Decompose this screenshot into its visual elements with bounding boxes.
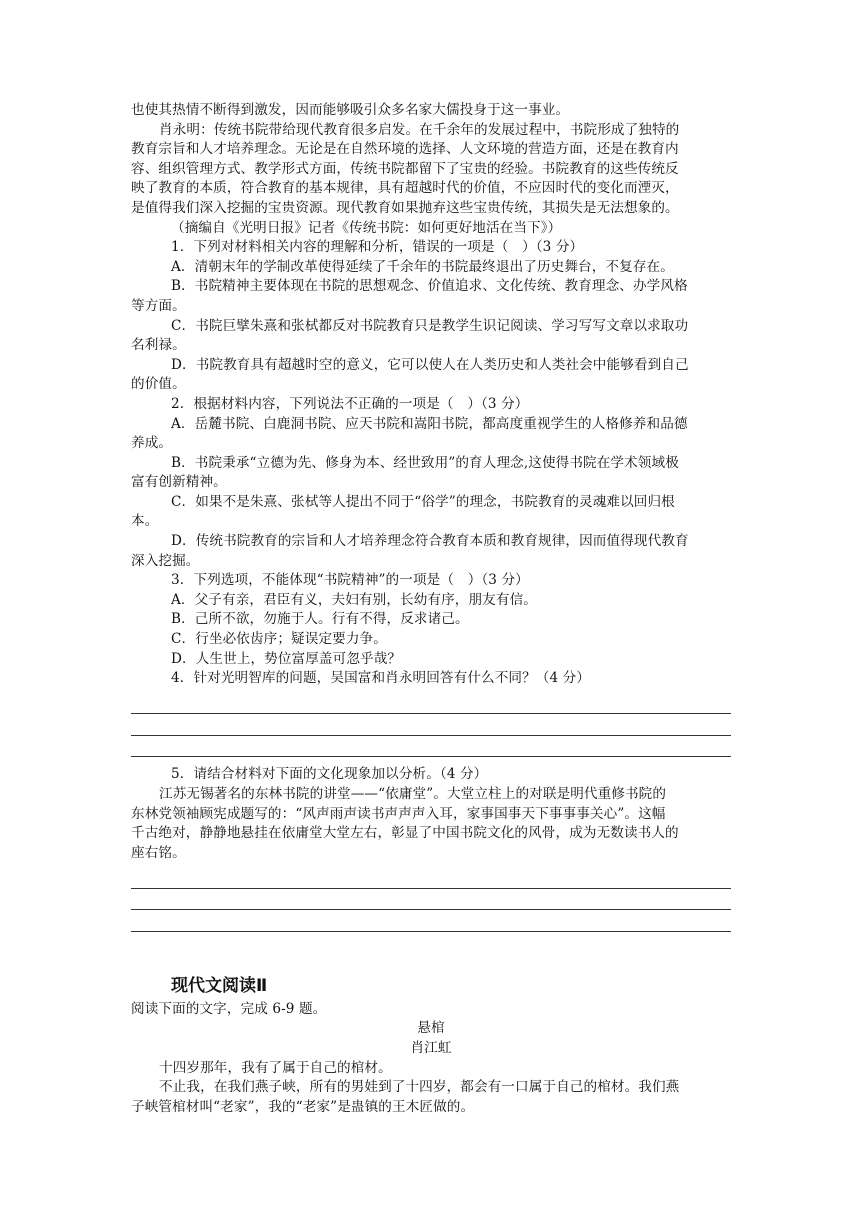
passage-line: 是值得我们深入挖掘的宝贵资源。现代教育如果抛弃这些宝贵传统，其损失是无法想象的。 xyxy=(131,199,679,216)
option-b: B．己所不欲，勿施于人。行有不得，反求诸己。 xyxy=(171,611,469,628)
option-c: C．书院巨擘朱熹和张栻都反对书院教育只是教学生识记阅读、学习写写文章以求取功 xyxy=(171,317,689,334)
story-paragraph: 十四岁那年，我有了属于自己的棺材。 xyxy=(159,1059,392,1076)
option-c-cont: 本。 xyxy=(131,513,159,530)
section-title: 现代文阅读Ⅱ xyxy=(171,975,268,996)
question-3 xyxy=(131,571,731,669)
question-stem: 5．请结合材料对下面的文化现象加以分析。（4 分） xyxy=(171,766,488,783)
question-stem: 3．下列选项，不能体现“书院精神”的一项是（ ）（3 分） xyxy=(171,572,529,589)
question-2 xyxy=(131,395,731,571)
answer-area[interactable] xyxy=(131,867,731,932)
passage-continuation xyxy=(131,101,731,238)
passage-line: 肖永明：传统书院带给现代教育很多启发。在千余年的发展过程中，书院形成了独特的 xyxy=(159,121,680,138)
story-author: 肖江虹 xyxy=(410,1039,452,1056)
question-4 xyxy=(131,669,731,757)
option-b-cont: 富有创新精神。 xyxy=(131,474,227,491)
option-b: B．书院精神主要体现在书院的思想观念、价值追求、文化传统、教育理念、办学风格 xyxy=(171,278,688,295)
question-stem: 4．针对光明智库的问题，吴国富和肖永明回答有什么不同？（4 分） xyxy=(171,670,591,687)
option-a: A．清朝末年的学制改革使得延续了千余年的书院最终退出了历史舞台，不复存在。 xyxy=(171,258,674,275)
passage-line: 也使其热情不断得到激发，因而能够吸引众多名家大儒投身于这一事业。 xyxy=(131,102,570,118)
section-2 xyxy=(131,974,731,1118)
question-1 xyxy=(131,238,731,395)
option-c: C．如果不是朱熹、张栻等人提出不同于“俗学”的理念，书院教育的灵魂难以回归根 xyxy=(171,493,675,510)
story-title: 悬棺 xyxy=(417,1020,445,1037)
option-b: B．书院秉承“立德为先、修身为本、经世致用”的育人理念,这使得书院在学术领域极 xyxy=(171,454,679,471)
material-line: 江苏无锡著名的东林书院的讲堂——“依庸堂”。大堂立柱上的对联是明代重修书院的 xyxy=(159,785,667,802)
option-d: D．传统书院教育的宗旨和人才培养理念符合教育本质和教育规律，因而值得现代教育 xyxy=(171,533,689,550)
question-5 xyxy=(131,765,731,931)
answer-line xyxy=(131,714,731,736)
passage-line: 映了教育的本质，符合教育的基本规律，具有超越时代的价值，不应因时代的变化而湮灭， xyxy=(131,180,679,197)
option-d: D．人生世上，势位富厚盖可忽乎哉？ xyxy=(171,650,402,667)
passage-line: 容、组织管理方式、教学形式方面，传统书院都留下了宝贵的经验。书院教育的这些传统反 xyxy=(131,160,679,177)
source-note: （摘编自《光明日报》记者《传统书院：如何更好地活在当下》） xyxy=(171,219,562,236)
reading-instruction: 阅读下面的文字，完成 6-9 题。 xyxy=(131,1000,327,1017)
question-stem: 2．根据材料内容，下列说法不正确的一项是（ ）（3 分） xyxy=(171,395,529,412)
option-a: A．岳麓书院、白鹿洞书院、应天书院和嵩阳书院，都高度重视学生的人格修养和品德 xyxy=(171,415,688,432)
option-a-cont: 养成。 xyxy=(131,435,173,452)
option-d-cont: 的价值。 xyxy=(131,376,186,393)
material-line: 东林党领袖顾宪成题写的：“风声雨声读书声声声入耳，家事国事天下事事事关心”。这幅 xyxy=(131,805,666,822)
option-d-cont: 深入挖掘。 xyxy=(131,552,200,569)
option-a: A．父子有亲，君臣有义，夫妇有别，长幼有序，朋友有信。 xyxy=(171,591,537,608)
option-c-cont: 名利禄。 xyxy=(131,337,186,354)
answer-line xyxy=(131,736,731,758)
answer-line xyxy=(131,693,731,715)
option-b-cont: 等方面。 xyxy=(131,297,186,314)
option-c: C．行坐必依齿序；疑误定要力争。 xyxy=(171,631,387,648)
passage-line: 教育宗旨和人才培养理念。无论是在自然环境的选择、人文环境的营造方面，还是在教育内 xyxy=(131,141,679,158)
answer-area[interactable] xyxy=(131,693,731,758)
story-paragraph-cont: 子峡管棺材叫“老家”，我的“老家”是蛊镇的王木匠做的。 xyxy=(131,1098,475,1115)
answer-line xyxy=(131,910,731,932)
document-page xyxy=(131,101,731,1117)
material-line: 千古绝对，静静地悬挂在依庸堂大堂左右，彰显了中国书院文化的风骨，成为无数读书人的 xyxy=(131,825,679,842)
option-d: D．书院教育具有超越时空的意义，它可以使人在人类历史和人类社会中能够看到自己 xyxy=(171,356,689,373)
question-stem: 1．下列对材料相关内容的理解和分析，错误的一项是（ ）（3 分） xyxy=(171,239,584,256)
answer-line xyxy=(131,889,731,911)
story-paragraph: 不止我，在我们燕子峡，所有的男娃到了十四岁，都会有一口属于自己的棺材。我们燕 xyxy=(159,1079,680,1096)
material-line: 座右铭。 xyxy=(131,844,186,861)
answer-line xyxy=(131,867,731,889)
